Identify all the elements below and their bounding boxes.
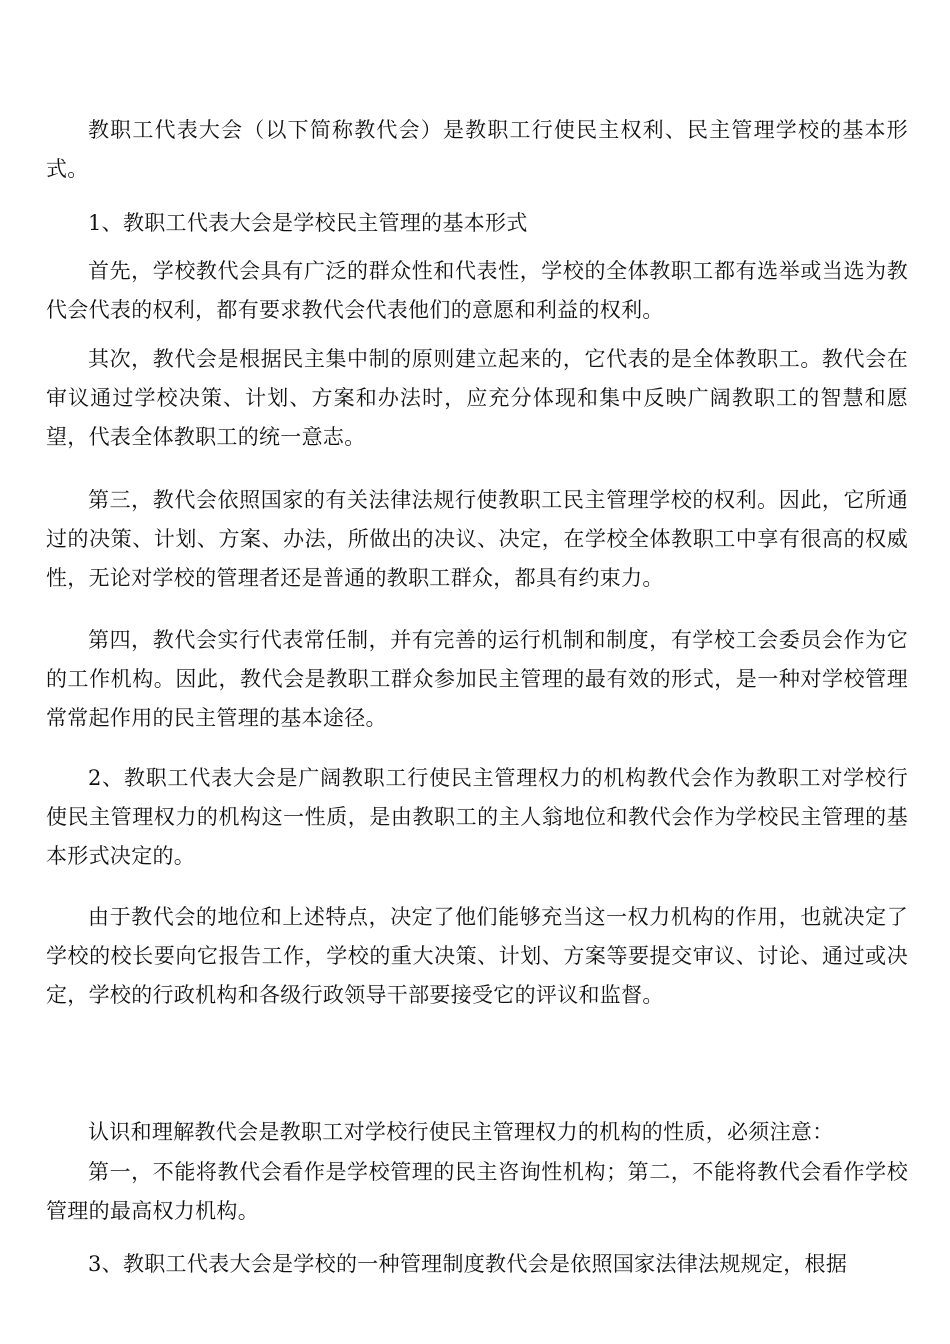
- section-heading-3: 3、教职工代表大会是学校的一种管理制度教代会是依照国家法律法规规定，根据: [88, 1252, 848, 1276]
- section-heading-2: 2、教职工代表大会是广阔教职工行使民主管理权力的机构教代会作为教职工对学校行使民主管理权力的机构这一性质，是由教职工的主人翁地位和教代会作为学校民主管理的基本形式决定的。: [46, 766, 908, 868]
- paragraph-understanding: 认识和理解教代会是教职工对学校行使民主管理权力的机构的性质，必须注意：: [88, 1120, 834, 1144]
- paragraph-second: 其次，教代会是根据民主集中制的原则建立起来的，它代表的是全体教职工。教代会在审议通过学校决策、计划、方案和办法时，应充分体现和集中反映广阔教职工的智慧和愿望，代表全体教职工的统一意志。: [46, 347, 908, 449]
- section-heading-1: 1、教职工代表大会是学校民主管理的基本形式: [88, 211, 528, 235]
- paragraph-role: 由于教代会的地位和上述特点，决定了他们能够充当这一权力机构的作用，也就决定了学校的校长要向它报告工作，学校的重大决策、计划、方案等要提交审议、讨论、通过或决定，学校的行政机构和各级行政领导干部要接受它的评议和监督。: [46, 905, 908, 1007]
- paragraph-cautions: 第一，不能将教代会看作是学校管理的民主咨询性机构；第二，不能将教代会看作学校管理的最高权力机构。: [46, 1160, 908, 1223]
- paragraph-first: 首先，学校教代会具有广泛的群众性和代表性，学校的全体教职工都有选举或当选为教代会代表的权利，都有要求教代会代表他们的意愿和利益的权利。: [46, 259, 908, 322]
- paragraph-fourth: 第四，教代会实行代表常任制，并有完善的运行机制和制度，有学校工会委员会作为它的工作机构。因此，教代会是教职工群众参加民主管理的最有效的形式，是一种对学校管理常常起作用的民主管理的基本途径。: [46, 628, 908, 730]
- paragraph-intro: 教职工代表大会（以下简称教代会）是教职工行使民主权利、民主管理学校的基本形式。: [46, 118, 908, 181]
- paragraph-third: 第三，教代会依照国家的有关法律法规行使教职工民主管理学校的权利。因此，它所通过的决策、计划、方案、办法，所做出的决议、决定，在学校全体教职工中享有很高的权威性，无论对学校的管理者还是普通的教职工群众，都具有约束力。: [46, 488, 908, 590]
